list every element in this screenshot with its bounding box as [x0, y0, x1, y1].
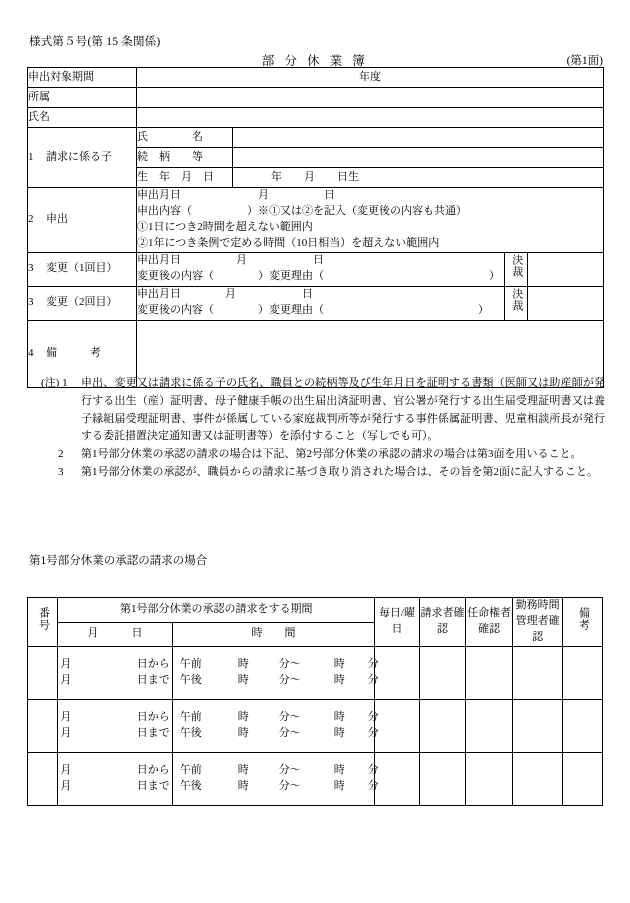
row-appointer-confirm[interactable] — [466, 752, 513, 805]
change-first-label: 変更（1回目） — [46, 262, 118, 275]
note-item — [27, 375, 605, 446]
row-application — [28, 188, 604, 253]
row-remarks[interactable] — [563, 699, 603, 752]
note-marker-1: (注) 1 — [41, 377, 68, 389]
header-work-hours-manager-confirm: 勤務時間管理者確認 — [512, 598, 563, 647]
value-change-first-approval[interactable] — [528, 252, 604, 286]
label-change-second-section — [28, 286, 137, 320]
time-pm-line: 午後 時 分～ 時 分 — [179, 673, 379, 686]
row-number[interactable] — [28, 752, 58, 805]
form-code: 様式第５号(第 15 条関係) — [29, 36, 161, 48]
row-change-second — [28, 286, 604, 320]
header-time: 時 間 — [172, 622, 374, 646]
date-from-line: 月 日から — [60, 710, 170, 723]
value-employee-name[interactable] — [137, 108, 604, 128]
row-work-hours-manager-confirm[interactable] — [512, 699, 563, 752]
row-daily-weekly[interactable] — [375, 646, 420, 699]
row-change-first — [28, 252, 604, 286]
row-time-range[interactable] — [172, 699, 379, 752]
note-item — [27, 446, 605, 464]
row-daily-weekly[interactable] — [375, 699, 420, 752]
date-from-line: 月 日から — [60, 657, 170, 670]
lower-section-subtitle: 第1号部分休業の承認の請求の場合 — [29, 555, 208, 567]
change-first-content[interactable] — [137, 252, 505, 286]
header-remarks: 備考 — [563, 598, 603, 647]
date-to-line: 月 日まで — [60, 673, 170, 686]
label-child-section — [28, 128, 137, 188]
document-title: 部 分 休 業 簿 — [261, 54, 369, 68]
child-section-index: 1 — [28, 150, 34, 163]
value-change-second-approval[interactable] — [528, 286, 604, 320]
note-marker-3: 3 — [58, 466, 64, 479]
change-second-line-date: 申出月日 月 日 — [137, 288, 313, 301]
row-time-range[interactable] — [172, 752, 379, 805]
label-child-fullname: 氏 名 — [137, 128, 233, 148]
header-daily-weekly: 毎日/曜日 — [375, 598, 420, 647]
page-face-label: (第1面) — [566, 55, 603, 67]
value-affiliation[interactable] — [137, 88, 604, 108]
change-second-label: 変更（2回目） — [46, 296, 118, 309]
row-work-hours-manager-confirm[interactable] — [512, 752, 563, 805]
change-second-index: 3 — [28, 296, 34, 309]
note-text-1: 申出、変更又は請求に係る子の氏名、職員との続柄等及び生年月日を証明する書類（医師又は助産師が発行する出生（産）証明書、母子健康手帳の出生届出済証明書、官公署が発行する出生届受理証明書又は養子縁組届受理証明書、事件が係属している家庭裁判所等が発行する事件係属証明書、児童相談所長が発行する委託措置決定通知書又は証明書等）を添付すること（写しでも可）。 — [81, 377, 605, 443]
application-option-1: ①1日につき2時間を超えない範囲内 — [137, 220, 313, 233]
header-number: 番号 — [28, 598, 58, 647]
row-remarks[interactable] — [563, 646, 603, 699]
date-to-line: 月 日まで — [60, 779, 170, 792]
value-target-period[interactable]: 年度 — [137, 68, 604, 88]
row-work-hours-manager-confirm[interactable] — [512, 646, 563, 699]
row-period-dates[interactable] — [58, 752, 172, 805]
table-row — [28, 646, 603, 699]
label-child-birthdate: 生 年 月 日 — [137, 168, 233, 188]
label-target-period: 申出対象期間 — [28, 68, 137, 88]
time-am-line: 午前 時 分～ 時 分 — [179, 710, 379, 723]
date-to-line: 月 日まで — [60, 726, 170, 739]
row-appointer-confirm[interactable] — [466, 699, 513, 752]
application-line-date: 申出月日 月 日 — [137, 189, 335, 201]
lower-header-row-1 — [28, 598, 603, 623]
row-claimant-confirm[interactable] — [419, 646, 466, 699]
change-first-line-date: 申出月日 月 日 — [137, 254, 324, 267]
time-pm-line: 午後 時 分～ 時 分 — [179, 726, 379, 739]
row-period-dates[interactable] — [58, 646, 172, 699]
application-section-index: 2 — [28, 212, 34, 225]
time-pm-line: 午後 時 分～ 時 分 — [179, 779, 379, 792]
row-claimant-confirm[interactable] — [419, 752, 466, 805]
header-claimant-confirm: 請求者確認 — [419, 598, 466, 647]
note-marker-2: 2 — [58, 448, 64, 461]
note-item — [27, 464, 605, 482]
row-claimant-confirm[interactable] — [419, 699, 466, 752]
label-child-relationship: 続 柄 等 — [137, 148, 233, 168]
label-change-first-approval: 決裁 — [505, 252, 528, 286]
remarks-section-label: 備 考 — [46, 346, 101, 359]
label-application-section — [28, 188, 137, 253]
main-form-table — [27, 67, 604, 388]
child-section-label: 請求に係る子 — [46, 150, 112, 163]
time-am-line: 午前 時 分～ 時 分 — [179, 657, 379, 670]
row-number[interactable] — [28, 646, 58, 699]
row-target-period — [28, 68, 604, 88]
change-second-content[interactable] — [137, 286, 505, 320]
date-from-line: 月 日から — [60, 763, 170, 776]
change-first-index: 3 — [28, 262, 34, 275]
change-first-line-reason: 変更後の内容（ ）変更理由（ ） — [137, 270, 500, 283]
label-affiliation: 所属 — [28, 88, 137, 108]
row-daily-weekly[interactable] — [375, 752, 420, 805]
note-text-3: 第1号部分休業の承認が、職員からの請求に基づき取り消された場合は、その旨を第2面に記入すること。 — [81, 466, 598, 479]
remarks-section-index: 4 — [28, 346, 34, 359]
row-period-dates[interactable] — [58, 699, 172, 752]
notes-block — [27, 375, 605, 482]
note-text-2: 第1号部分休業の承認の請求の場合は下記、第2号部分休業の承認の請求の場合は第3面を用いること。 — [81, 448, 582, 461]
application-option-2: ②1年につき条例で定める時間（10日相当）を超えない範囲内 — [137, 236, 440, 249]
request-period-table — [27, 597, 603, 806]
application-line-content: 申出内容（ ）※①又は②を記入（変更後の内容も共通） — [137, 204, 467, 217]
table-row — [28, 699, 603, 752]
label-change-second-approval: 決裁 — [505, 286, 528, 320]
table-row — [28, 752, 603, 805]
row-number[interactable] — [28, 699, 58, 752]
row-time-range[interactable] — [172, 646, 379, 699]
label-change-first-section — [28, 252, 137, 286]
application-section-label: 申出 — [46, 212, 68, 225]
application-content[interactable] — [137, 188, 604, 253]
change-second-line-reason: 変更後の内容（ ）変更理由（ ） — [137, 304, 489, 317]
row-remarks[interactable] — [563, 752, 603, 805]
row-appointer-confirm[interactable] — [466, 646, 513, 699]
row-employee-name — [28, 108, 604, 128]
header-month-day: 月 日 — [58, 622, 172, 646]
row-child-name — [28, 128, 604, 148]
label-employee-name: 氏名 — [28, 108, 137, 128]
header-appointer-confirm: 任命権者確認 — [466, 598, 513, 647]
value-child-birthdate[interactable]: 年 月 日生 — [233, 168, 604, 188]
row-affiliation — [28, 88, 604, 108]
value-child-relationship[interactable] — [233, 148, 604, 168]
header-period-group: 第1号部分休業の承認の請求をする期間 — [58, 598, 375, 623]
time-am-line: 午前 時 分～ 時 分 — [179, 763, 379, 776]
value-child-fullname[interactable] — [233, 128, 604, 148]
